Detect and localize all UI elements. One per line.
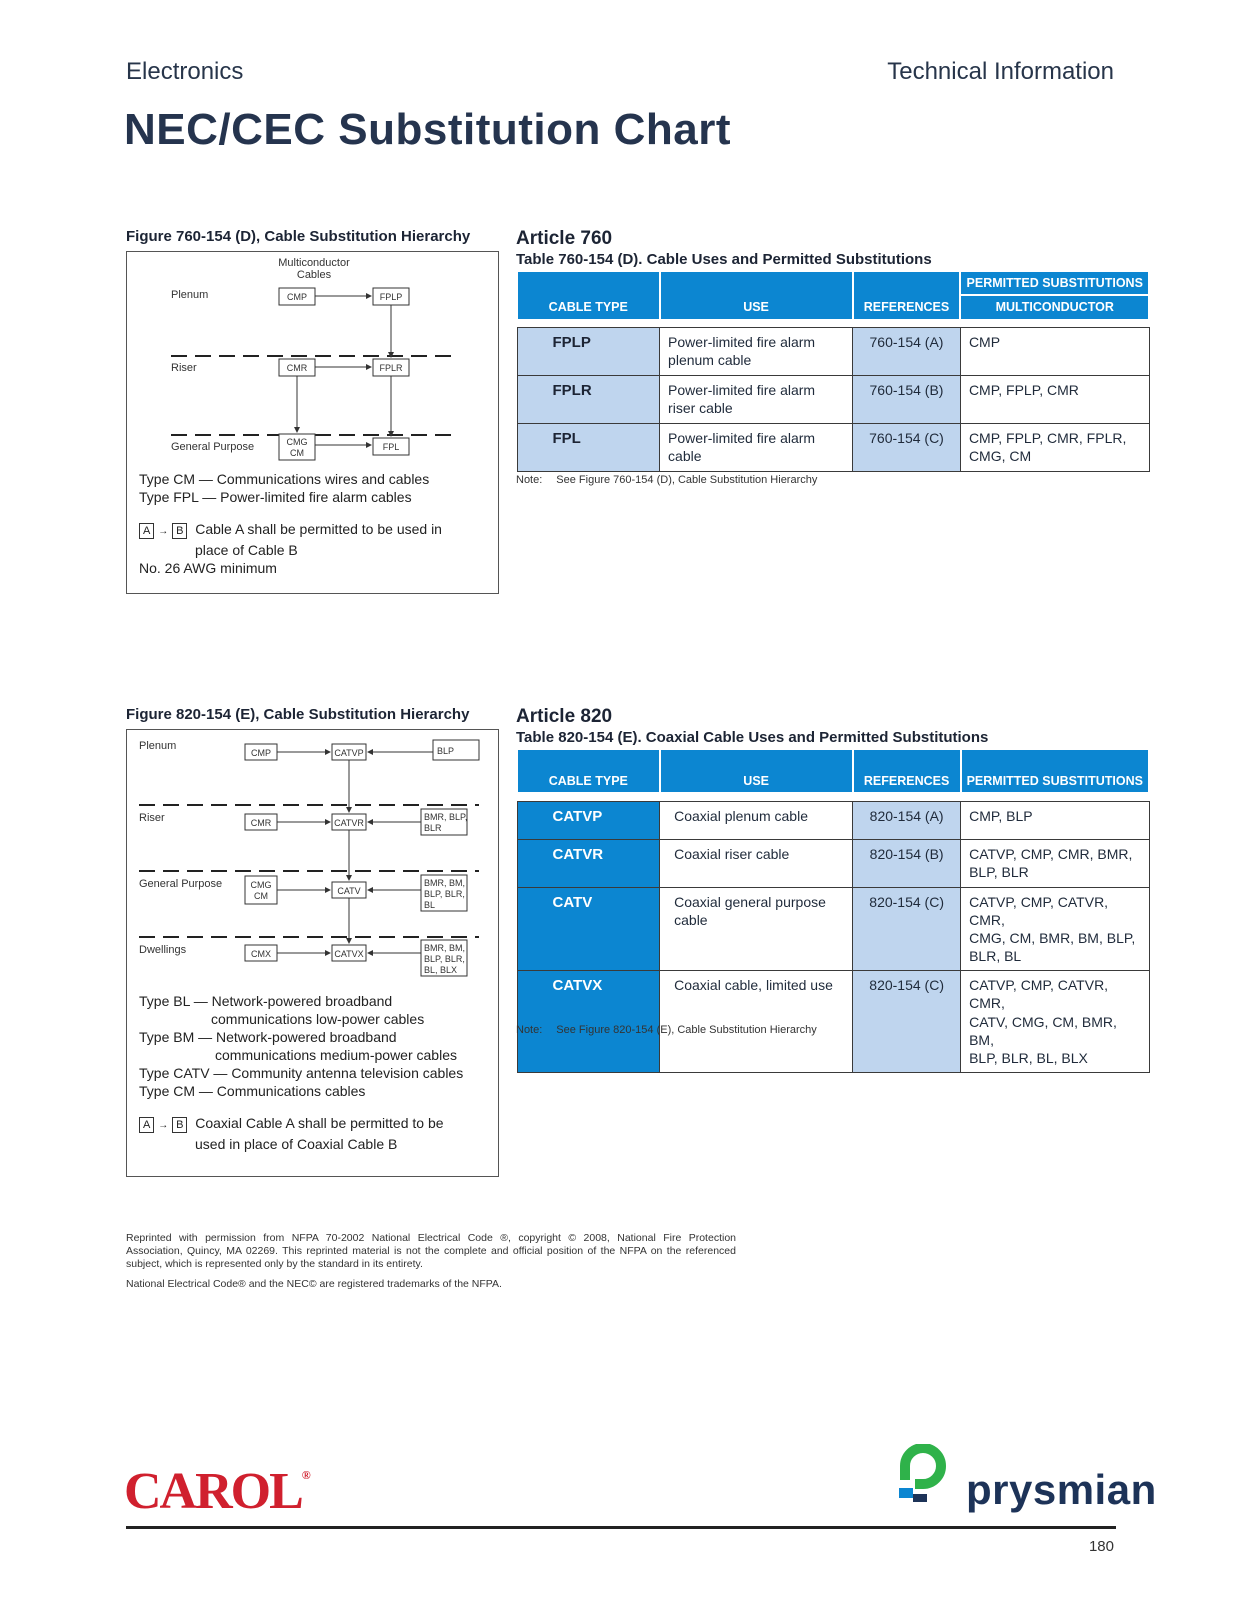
box-catvr [332, 814, 366, 830]
svg-text:BMR, BLP,: BMR, BLP, [424, 812, 468, 822]
legend-line: Type FPL — Power-limited fire alarm cables [139, 489, 412, 505]
cell-permitted: CATVP, CMP, CATVR, CMR, CATV, CMG, CM, BMR, BM, BLP, BLR, BL, BLX [961, 971, 1149, 1073]
cell-use: Coaxial plenum cable [660, 801, 853, 839]
box-blp [433, 740, 479, 760]
box-fpl [373, 438, 409, 455]
svg-text:CMP: CMP [251, 748, 271, 758]
table-row [517, 839, 1149, 887]
legend-line: Type BM — Network-powered broadband [139, 1029, 397, 1045]
level-riser: Riser [139, 812, 165, 824]
table-760-note: Note: See Figure 760-154 (D), Cable Substitution Hierarchy [516, 474, 818, 486]
svg-text:CATVR: CATVR [334, 818, 364, 828]
cell-use: Power-limited fire alarm plenum cable [660, 328, 853, 376]
figure-760-box [126, 251, 499, 594]
key-text-cont: place of Cable B [195, 542, 298, 558]
header-permitted: PERMITTED SUBSTITUTIONS [961, 749, 1149, 793]
svg-text:BLP, BLR,: BLP, BLR, [424, 954, 465, 964]
figure-760-caption: Figure 760-154 (D), Cable Substitution Hierarchy [126, 228, 471, 245]
cell-reference: 820-154 (C) [853, 971, 961, 1073]
svg-text:BLP: BLP [437, 746, 455, 756]
cell-reference: 820-154 (B) [853, 839, 961, 887]
cell-cable-type: CATVX [517, 971, 660, 1073]
svg-text:CMG: CMG [286, 437, 308, 447]
cell-permitted: CMP [960, 328, 1149, 376]
cell-permitted: CMP, FPLP, CMR [960, 376, 1149, 424]
legend-line: Type CM — Communications cables [139, 1083, 366, 1099]
box-fplp [373, 288, 409, 305]
header-use: USE [660, 749, 853, 793]
legend-line: Type BL — Network-powered broadband [139, 993, 393, 1009]
col-header-1: Multiconductor [278, 257, 350, 269]
cell-use: Coaxial riser cable [660, 839, 853, 887]
prysmian-logo-text: prysmian [966, 1466, 1157, 1513]
cell-cable-type: FPL [517, 424, 660, 472]
table-760-caption: Table 760-154 (D). Cable Uses and Permitted Substitutions [516, 251, 932, 268]
col-header-2: Cables [296, 269, 332, 281]
svg-text:CMG: CMG [250, 880, 272, 890]
legend-line: communications low-power cables [211, 1011, 425, 1027]
svg-text:BLP, BLR,: BLP, BLR, [424, 889, 465, 899]
article-820-title: Article 820 [516, 706, 613, 727]
box-cmr [245, 814, 277, 830]
table-row [517, 971, 1149, 1073]
svg-text:CM: CM [290, 448, 304, 458]
table-820-caption: Table 820-154 (E). Coaxial Cable Uses and Permitted Substitutions [516, 729, 989, 746]
cell-permitted: CATVP, CMP, CMR, BMR, BLP, BLR [961, 839, 1149, 887]
svg-text:FPL: FPL [382, 442, 400, 452]
cell-reference: 760-154 (B) [853, 376, 961, 424]
box-dw-bmr [421, 940, 467, 976]
key-box-a: A [139, 1117, 154, 1133]
legend-line: communications medium-power cables [215, 1047, 457, 1063]
svg-text:CMR: CMR [250, 818, 272, 828]
box-cmg-cm [245, 876, 277, 904]
box-cmx [245, 945, 277, 961]
reprint-notice: Reprinted with permission from NFPA 70-2002 National Electrical Code ®, copyright © 2008, National Fire Protection Association, Quincy, MA 02269. This reprinted material is not the complete and official position of the NFPA on the referenced subject, which is represented only by the standard in its entirety. [126, 1232, 736, 1270]
box-riser-bmr [421, 809, 467, 835]
fig820-legend [139, 992, 463, 1100]
level-general-purpose: General Purpose [171, 441, 255, 453]
cell-cable-type: FPLP [517, 328, 660, 376]
cell-reference: 760-154 (C) [853, 424, 961, 472]
cell-cable-type: CATVR [517, 839, 660, 887]
box-cmg-cm [279, 434, 315, 460]
prysmian-logo-mark [895, 1444, 955, 1506]
legend-line: Type CM — Communications wires and cables [139, 471, 430, 487]
category-label: Technical Information [887, 58, 1114, 85]
svg-text:CATV: CATV [337, 886, 361, 896]
svg-text:CMX: CMX [251, 949, 271, 959]
trademark-notice: National Electrical Code® and the NEC© are registered trademarks of the NFPA. [126, 1278, 502, 1290]
cell-cable-type: CATV [517, 887, 660, 971]
cell-use: Coaxial cable, limited use [660, 971, 853, 1073]
table-row [517, 328, 1149, 376]
header-multiconductor: MULTICONDUCTOR [960, 295, 1149, 319]
footer-rule [126, 1526, 1116, 1529]
page-number: 180 [1088, 1538, 1114, 1555]
table-row [517, 376, 1149, 424]
cell-use: Coaxial general purpose cable [660, 887, 853, 971]
header-cable-type: CABLE TYPE [517, 749, 660, 793]
table-760 [516, 270, 1150, 472]
svg-text:BL, BLX: BL, BLX [424, 965, 458, 975]
svg-text:CATVP: CATVP [334, 748, 364, 758]
page-title: NEC/CEC Substitution Chart [124, 105, 731, 154]
key-box-b: B [172, 1117, 187, 1133]
header-permitted: PERMITTED SUBSTITUTIONS [960, 271, 1149, 295]
fig760-key: A → B Cable A shall be permitted to be used in place of Cable B No. 26 AWG minimum [139, 521, 442, 576]
header-cable-type: CABLE TYPE [517, 271, 660, 320]
svg-text:CM: CM [254, 891, 268, 901]
key-box-b: B [172, 523, 187, 539]
header-use: USE [660, 271, 853, 320]
header-references: REFERENCES [853, 271, 961, 320]
figure-820-caption: Figure 820-154 (E), Cable Substitution Hierarchy [126, 706, 470, 723]
fig760-legend [139, 470, 429, 506]
figure-820-diagram [127, 730, 498, 1176]
svg-text:CMP: CMP [287, 292, 307, 302]
awg-minimum: No. 26 AWG minimum [139, 560, 277, 576]
box-cmr [279, 359, 315, 376]
key-text-cont: used in place of Coaxial Cable B [195, 1136, 398, 1152]
table-row [517, 887, 1149, 971]
level-plenum: Plenum [171, 289, 209, 301]
box-gp-bmr [421, 875, 467, 911]
box-cmp [245, 744, 277, 760]
cell-cable-type: FPLR [517, 376, 660, 424]
key-text: Coaxial Cable A shall be permitted to be [195, 1115, 444, 1131]
carol-logo: CAROL® [124, 1463, 309, 1520]
cell-reference: 820-154 (C) [853, 887, 961, 971]
svg-text:BL: BL [424, 900, 436, 910]
svg-text:CATVX: CATVX [334, 949, 364, 959]
level-dwellings: Dwellings [139, 944, 187, 956]
table-row [517, 801, 1149, 839]
fig820-key: A → B Coaxial Cable A shall be permitted to be used in place of Coaxial Cable B [139, 1114, 444, 1153]
section-label: Electronics [126, 58, 244, 85]
level-riser: Riser [171, 362, 197, 374]
svg-text:BMR, BM,: BMR, BM, [424, 943, 466, 953]
legend-line: Type CATV — Community antenna television cables [139, 1065, 464, 1081]
box-cmp [279, 288, 315, 305]
box-catv [332, 882, 366, 898]
box-catvp [332, 744, 366, 760]
box-fplr [373, 359, 409, 376]
level-general-purpose: General Purpose [139, 878, 223, 890]
cell-reference: 760-154 (A) [853, 328, 961, 376]
svg-text:FPLP: FPLP [379, 292, 403, 302]
figure-820-box [126, 729, 499, 1177]
cell-cable-type: CATVP [517, 801, 660, 839]
cell-permitted: CMP, BLP [961, 801, 1149, 839]
cell-permitted: CMP, FPLP, CMR, FPLR, CMG, CM [960, 424, 1149, 472]
svg-text:BMR, BM,: BMR, BM, [424, 878, 466, 888]
svg-text:FPLR: FPLR [379, 363, 403, 373]
cell-use: Power-limited fire alarm riser cable [660, 376, 853, 424]
table-820-note: Note: See Figure 820-154 (E), Cable Substitution Hierarchy [516, 1024, 817, 1036]
svg-text:CMR: CMR [286, 363, 308, 373]
level-plenum: Plenum [139, 740, 177, 752]
table-row [517, 424, 1149, 472]
cell-use: Power-limited fire alarm cable [660, 424, 853, 472]
article-760-title: Article 760 [516, 228, 613, 249]
key-text: Cable A shall be permitted to be used in [195, 521, 442, 537]
svg-text:BLR: BLR [424, 823, 442, 833]
cell-reference: 820-154 (A) [853, 801, 961, 839]
key-box-a: A [139, 523, 154, 539]
header-references: REFERENCES [853, 749, 961, 793]
box-catvx [332, 945, 366, 961]
cell-permitted: CATVP, CMP, CATVR, CMR, CMG, CM, BMR, BM, BLP, BLR, BL [961, 887, 1149, 971]
